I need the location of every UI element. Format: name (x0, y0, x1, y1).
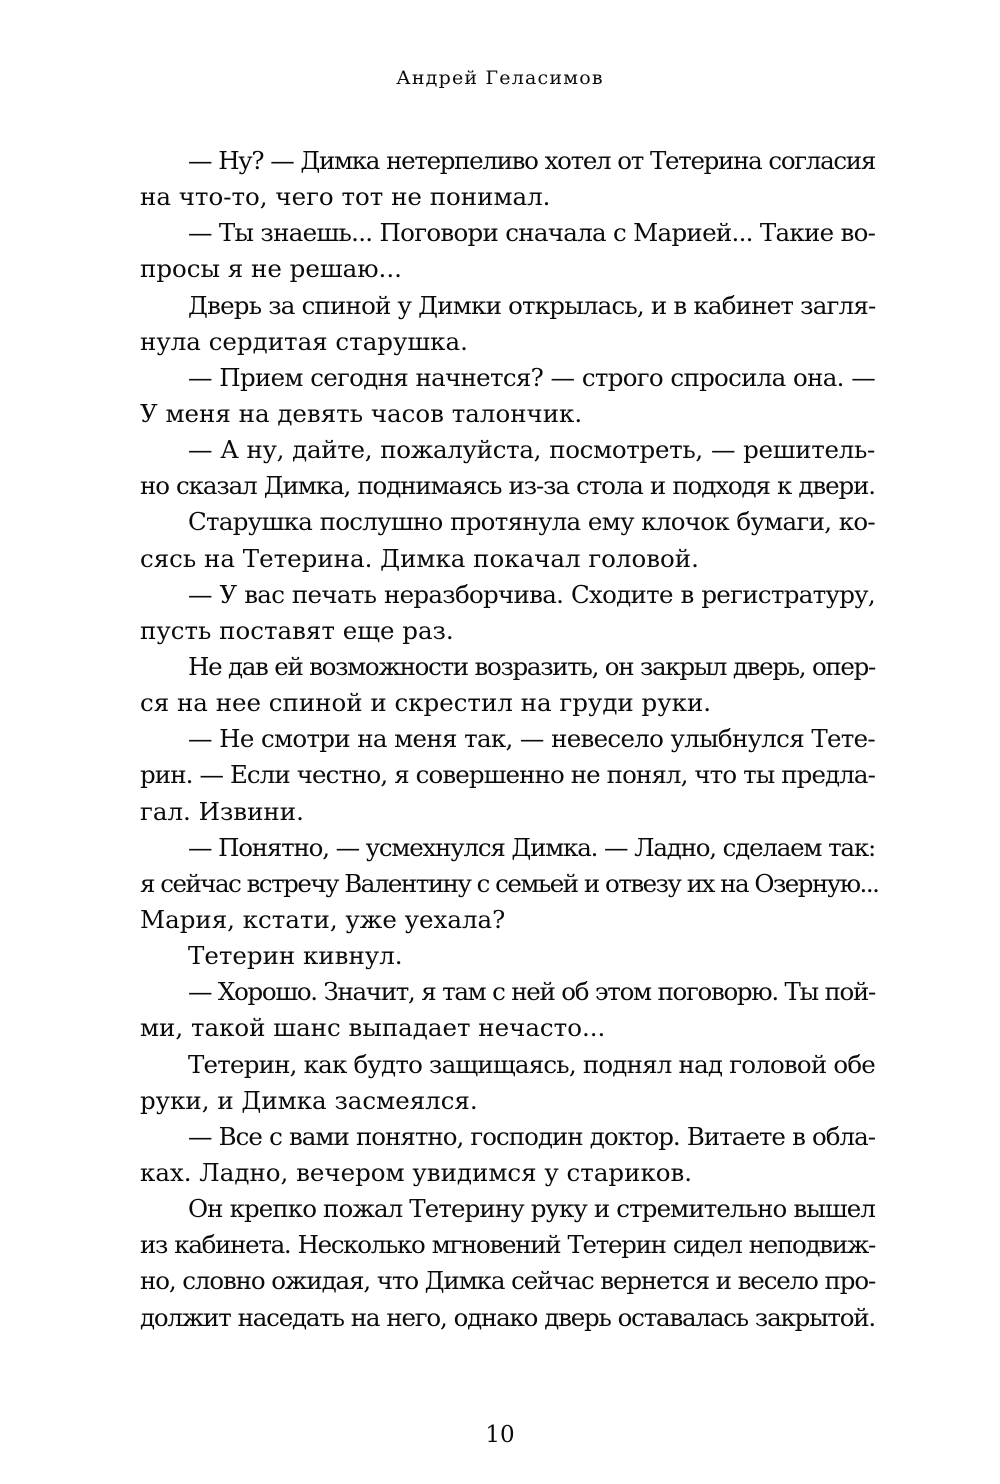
text-line: ми, такой шанс выпадает нечасто... (140, 1013, 606, 1043)
text-line: — Прием сегодня начнется? — строго спросила она. — (188, 362, 875, 392)
text-line: сясь на Тетерина. Димка покачал головой. (140, 543, 699, 573)
text-line: рин. — Если честно, я совершенно не понял, что ты предла- (140, 760, 875, 790)
text-line: — Не смотри на меня так, — невесело улыбнулся Тете- (188, 724, 875, 754)
text-line: Мария, кстати, уже уехала? (140, 904, 506, 934)
text-line: гал. Извини. (140, 796, 304, 826)
text-line: но сказал Димка, поднимаясь из-за стола и подходя к двери. (140, 471, 875, 501)
text-line: из кабинета. Несколько мгновений Тетерин сидел неподвиж- (140, 1230, 875, 1260)
text-line: Старушка послушно протянула ему клочок бумаги, ко- (188, 507, 875, 537)
text-line: на что-то, чего тот не понимал. (140, 182, 551, 212)
text-line: пусть поставят еще раз. (140, 615, 454, 645)
text-line: ся на нее спиной и скрестил на груди руки. (140, 688, 712, 718)
text-line: — А ну, дайте, пожалуйста, посмотреть, — решитель- (188, 435, 875, 465)
text-line: Он крепко пожал Тетерину руку и стремительно вышел (188, 1194, 875, 1224)
text-line: — Все с вами понятно, господин доктор. Витаете в обла- (188, 1121, 875, 1151)
text-line: — У вас печать неразборчива. Сходите в регистратуру, (188, 579, 875, 609)
text-line: Дверь за спиной у Димки открылась, и в кабинет загля- (188, 290, 876, 320)
text-line: — Ты знаешь... Поговори сначала с Марией... Такие во- (188, 218, 876, 248)
text-line: Тетерин, как будто защищаясь, поднял над головой обе (188, 1049, 875, 1079)
text-line: я сейчас встречу Валентину с семьей и отвезу их на Озерную... (140, 868, 879, 898)
page-number: 10 (485, 1422, 515, 1448)
text-line: но, словно ожидая, что Димка сейчас вернется и весело про- (140, 1266, 876, 1296)
text-line: Тетерин кивнул. (188, 941, 403, 971)
text-line: Не дав ей возможности возразить, он закрыл дверь, опер- (188, 651, 875, 681)
text-line: — Хорошо. Значит, я там с ней об этом поговорю. Ты пой- (188, 977, 875, 1007)
text-line: руки, и Димка засмеялся. (140, 1085, 478, 1115)
text-line: У меня на девять часов талончик. (140, 398, 583, 428)
text-line: должит наседать на него, однако дверь оставалась закрытой. (140, 1302, 875, 1332)
text-line: нула сердитая старушка. (140, 326, 468, 356)
text-line: — Ну? — Димка нетерпеливо хотел от Тетерина согласия (188, 146, 875, 175)
body-text (140, 143, 879, 1336)
running-header: Андрей Геласимов (396, 67, 604, 89)
text-line: — Понятно, — усмехнулся Димка. — Ладно, сделаем так: (188, 832, 875, 862)
text-line: ках. Ладно, вечером увидимся у стариков. (140, 1157, 693, 1187)
text-line: просы я не решаю... (140, 254, 402, 284)
